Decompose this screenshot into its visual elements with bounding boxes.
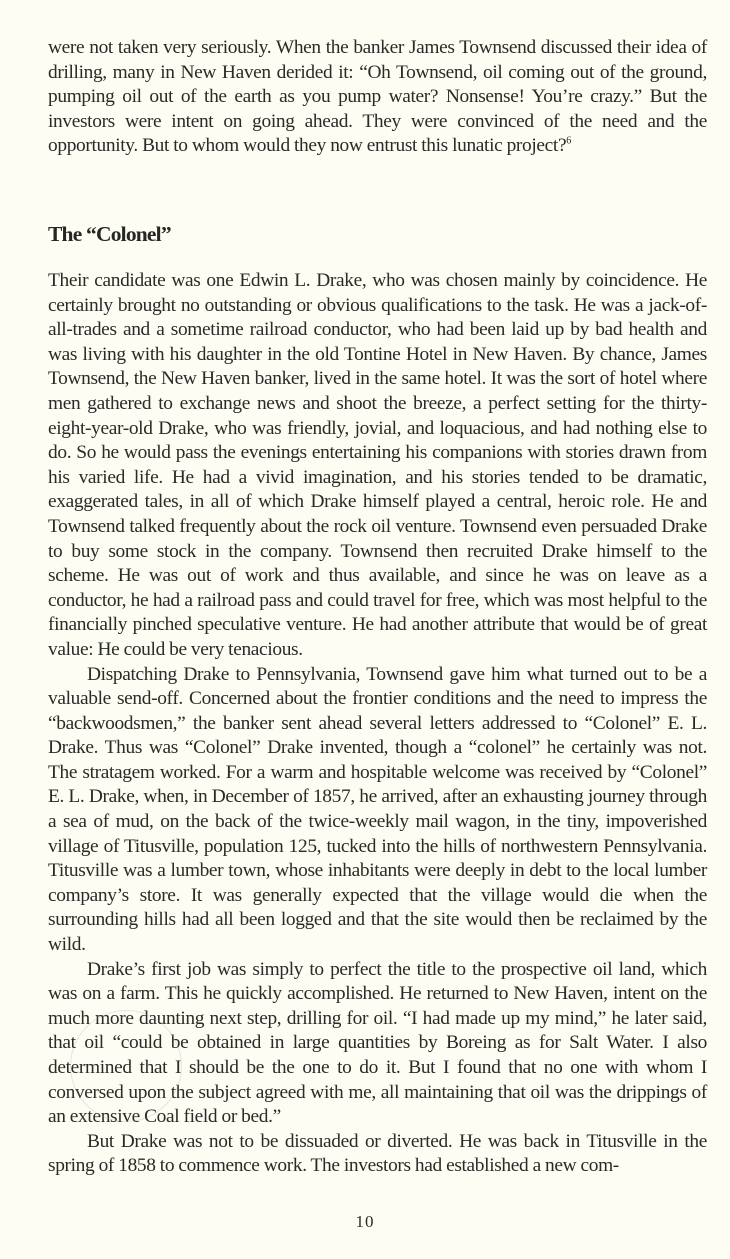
body-paragraph-1: Their candidate was one Edwin L. Drake, who was chosen mainly by coincidence. He certainly brought no outstanding or obvious qualifications to the task. He was a jack-of-all-trades and a sometime railroad conductor, who had been laid up by bad health and was living with his daughter in the old Tontine Hotel in New Haven. By chance, James Townsend, the New Haven banker, lived in the same hotel. It was the sort of hotel where men gathered to exchange news and shoot the breeze, a perfect setting for the thirty-eight-year-old Drake, who was friendly, jovial, and loquacious, and had nothing else to do. So he would pass the evenings entertaining his companions with stories drawn from his varied life. He had a vivid imagination, and his stories tended to be dramatic, exaggerated tales, in all of which Drake himself played a central, heroic role. He and Townsend talked frequently about the rock oil venture. Townsend even persuaded Drake to buy some stock in the company. Townsend then recruited Drake himself to the scheme. He was out of work and thus available, and since he was on leave as a conductor, he had a railroad pass and could travel for free, which was most helpful to the financially pinched speculative venture. He had another attribute that would be of great value: He could be very tenacious. (48, 270, 707, 660)
page-number: 10 (355, 1212, 375, 1231)
body-paragraph-2: Dispatching Drake to Pennsylvania, Townsend gave him what turned out to be a valuable send-off. Concerned about the frontier conditions and the need to impress the “backwoodsmen,” the banker sent ahead several letters addressed to “Colonel” E. L. Drake. Thus was “Colonel” Drake invented, though a “colonel” he certainly was not. The stratagem worked. For a warm and hospitable welcome was received by “Colonel” E. L. Drake, when, in December of 1857, he arrived, after an exhausting journey through a sea of mud, on the back of the twice-weekly mail wagon, in the tiny, impoverished village of Titusville, population 125, tucked into the hills of northwestern Pennsylvania. Titusville was a lumber town, whose inhabitants were deeply in debt to the local lumber company’s store. It was generally expected that the village would die when the surrounding hills had all been logged and that the site would then be reclaimed by the wild. (48, 663, 707, 956)
footnote-marker[interactable]: 6 (566, 135, 571, 147)
intro-paragraph-text: were not taken very seriously. When the banker James Townsend discussed their idea of drilling, many in New Haven derided it: “Oh Townsend, oil coming out of the ground, pumping oil out of the earth as you pump water? Nonsense! You’re crazy.” But the investors were intent on going ahead. They were convinced of the need and the opportunity. But to whom would they now entrust this lunatic project? (48, 37, 707, 157)
body-paragraph-4: But Drake was not to be dissuaded or diverted. He was back in Titusville in the spring of 1858 to commence work. The investors had established a new com- (48, 1130, 707, 1177)
section-heading: The “Colonel” (48, 222, 171, 246)
intro-paragraph (48, 36, 707, 159)
body-paragraph-3: Drake’s first job was simply to perfect the title to the prospective oil land, which was on a farm. This he quickly accomplished. He returned to New Haven, intent on the much more daunting next step, drilling for oil. “I had made up my mind,” he later said, that oil “could be obtained in large quantities by Boreing as for Salt Water. I also determined that I should be the one to do it. But I found that no one with whom I conversed upon the subject agreed with me, all maintaining that oil was the drippings of an extensive Coal field or bed.” (48, 958, 707, 1128)
section-body (48, 269, 707, 1179)
